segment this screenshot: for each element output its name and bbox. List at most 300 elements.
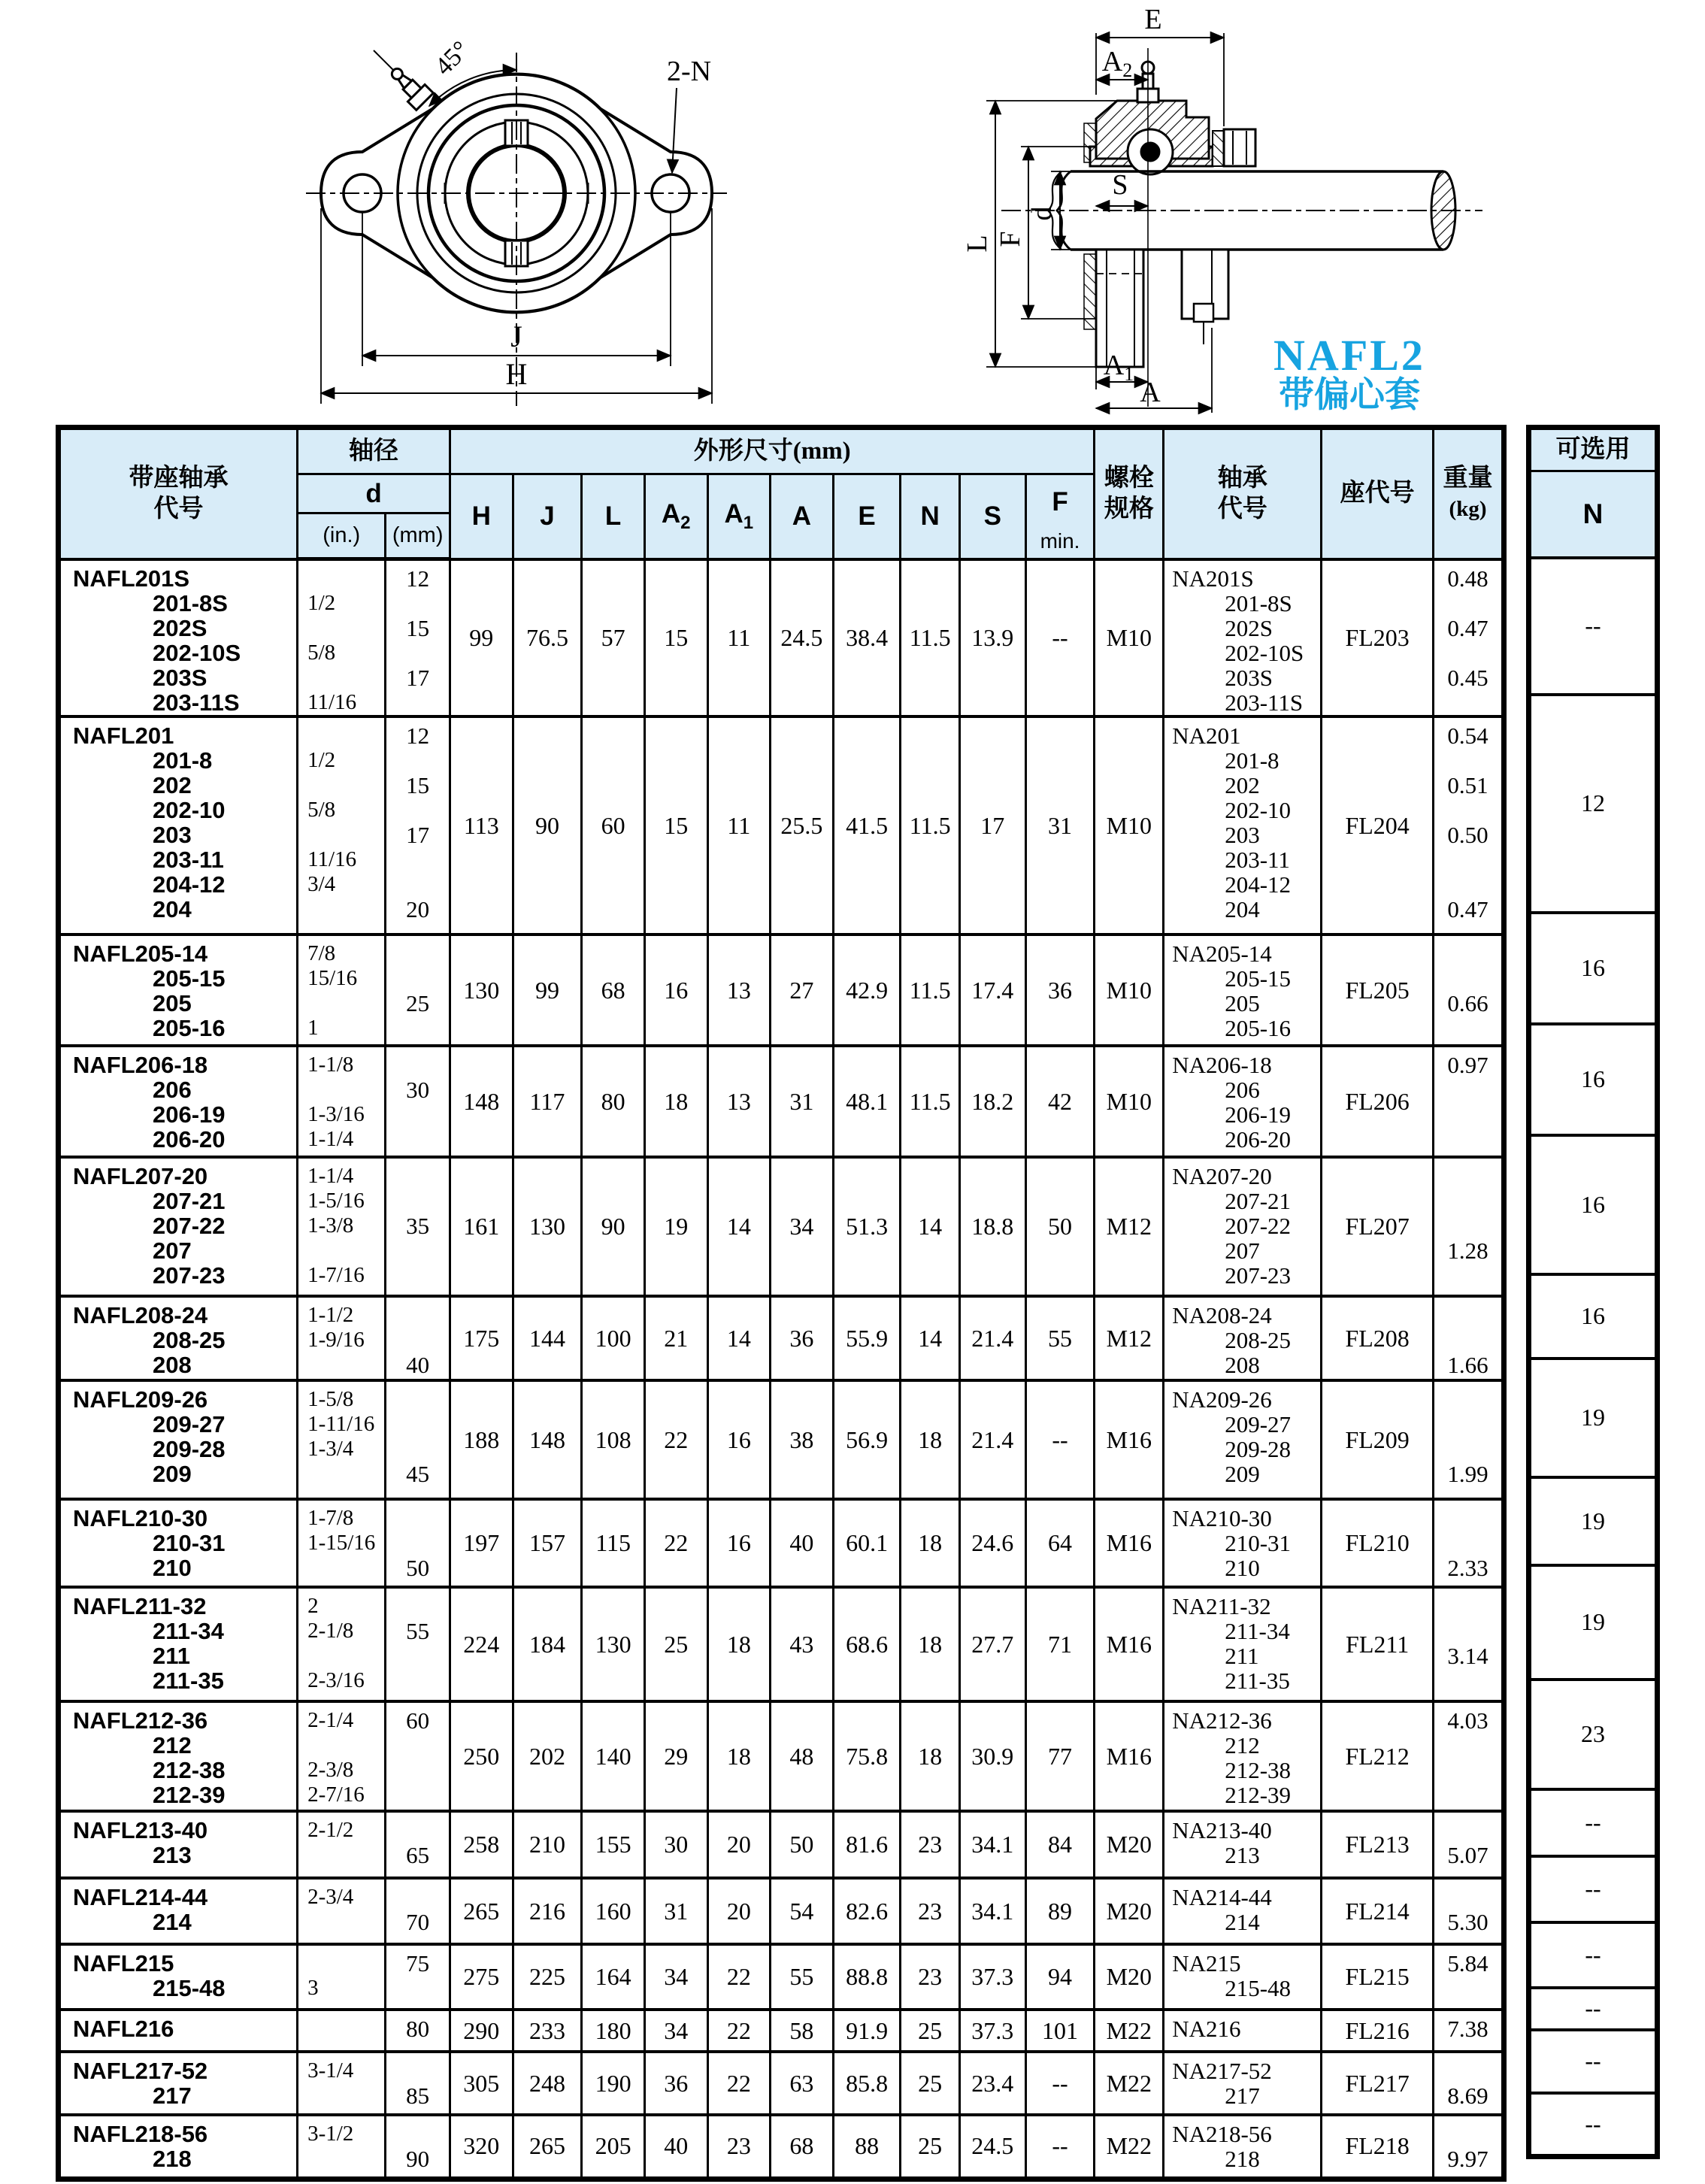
dim-a-cell: 54 bbox=[771, 1878, 834, 1944]
dim-f-cell: 36 bbox=[1025, 934, 1095, 1046]
spec-row-NAFL208-24 bbox=[59, 1296, 1504, 1380]
dim-a1-cell: 20 bbox=[707, 1811, 771, 1878]
bolt-spec-cell: M16 bbox=[1095, 1701, 1164, 1811]
dim-f-cell: 71 bbox=[1025, 1587, 1095, 1701]
spec-row-NAFL211-32 bbox=[59, 1587, 1504, 1701]
dim-l-cell: 80 bbox=[582, 1046, 645, 1157]
bolt-spec-cell: M10 bbox=[1095, 934, 1164, 1046]
unit-code-cell: NAFL206-18 206 206-19 206-20 bbox=[59, 1046, 298, 1157]
unit-code-cell: NAFL213-40 213 bbox=[59, 1811, 298, 1878]
dim-e-cell: 88.8 bbox=[833, 1944, 901, 2010]
header-col-a: A bbox=[771, 474, 834, 559]
unit-code-cell: NAFL215 215-48 bbox=[59, 1944, 298, 2010]
dim-s-cell: 34.1 bbox=[959, 1878, 1025, 1944]
dim-e-cell: 55.9 bbox=[833, 1296, 901, 1380]
optional-n-row bbox=[1529, 1565, 1658, 1680]
shaft-dia-mm-cell: 45 bbox=[386, 1380, 450, 1499]
seat-code-cell: FL208 bbox=[1322, 1296, 1434, 1380]
dim-l-cell: 160 bbox=[582, 1878, 645, 1944]
weight-cell: 0.54 0.51 0.50 0.47 bbox=[1434, 716, 1504, 934]
unit-code-cell: NAFL207-20 207-21 207-22 207 207-23 bbox=[59, 1157, 298, 1296]
weight-cell: 0.97 bbox=[1434, 1046, 1504, 1157]
optional-n-cell: 19 bbox=[1529, 1477, 1658, 1565]
dim-j-cell: 233 bbox=[513, 2010, 582, 2052]
spec-row-NAFL213-40 bbox=[59, 1811, 1504, 1878]
seat-code-cell: FL213 bbox=[1322, 1811, 1434, 1878]
dim-h-cell: 197 bbox=[450, 1499, 513, 1587]
dim-h-cell: 265 bbox=[450, 1878, 513, 1944]
dim-l-cell: 190 bbox=[582, 2052, 645, 2115]
bolt-count-label: 2-N bbox=[667, 56, 712, 87]
header-d-mm: (mm) bbox=[386, 513, 450, 559]
optional-n-cell: 16 bbox=[1529, 1274, 1658, 1359]
dim-s-cell: 37.3 bbox=[959, 2010, 1025, 2052]
shaft-dia-mm-cell: 25 bbox=[386, 934, 450, 1046]
dim-s-cell: 24.5 bbox=[959, 2115, 1025, 2179]
shaft-dia-in-cell: 7/8 15/16 1 bbox=[298, 934, 386, 1046]
weight-cell: 8.69 bbox=[1434, 2052, 1504, 2115]
dim-f-cell: 94 bbox=[1025, 1944, 1095, 2010]
bolt-spec-cell: M10 bbox=[1095, 1046, 1164, 1157]
dim-h-cell: 148 bbox=[450, 1046, 513, 1157]
shaft-dia-mm-cell: 80 bbox=[386, 2010, 450, 2052]
dim-a1-cell: 18 bbox=[707, 1701, 771, 1811]
seat-code-cell: FL215 bbox=[1322, 1944, 1434, 2010]
dim-h-cell: 175 bbox=[450, 1296, 513, 1380]
dim-a1-cell: 16 bbox=[707, 1380, 771, 1499]
dim-h-cell: 250 bbox=[450, 1701, 513, 1811]
shaft-dia-mm-cell: 70 bbox=[386, 1878, 450, 1944]
optional-n-cell: 12 bbox=[1529, 695, 1658, 913]
seat-code-cell: FL204 bbox=[1322, 716, 1434, 934]
header-d-in: (in.) bbox=[298, 513, 386, 559]
optional-n-row bbox=[1529, 1477, 1658, 1565]
weight-cell: 5.30 bbox=[1434, 1878, 1504, 1944]
dim-j-cell: 90 bbox=[513, 716, 582, 934]
bearing-code-cell: NA213-40 213 bbox=[1164, 1811, 1322, 1878]
dim-n-cell: 18 bbox=[901, 1587, 960, 1701]
dim-s-cell: 27.7 bbox=[959, 1587, 1025, 1701]
unit-code-cell: NAFL205-14 205-15 205 205-16 bbox=[59, 934, 298, 1046]
dim-e-cell: 81.6 bbox=[833, 1811, 901, 1878]
dim-n-cell: 18 bbox=[901, 1701, 960, 1811]
optional-n-cell: -- bbox=[1529, 1988, 1658, 2030]
dim-a-cell: 48 bbox=[771, 1701, 834, 1811]
bolt-spec-cell: M10 bbox=[1095, 716, 1164, 934]
dim-h-cell: 305 bbox=[450, 2052, 513, 2115]
shaft-dia-in-cell: 1/2 5/8 11/16 3/4 bbox=[298, 716, 386, 934]
dim-a1-cell: 18 bbox=[707, 1587, 771, 1701]
seat-code-cell: FL214 bbox=[1322, 1878, 1434, 1944]
bearing-code-cell: NA206-18 206 206-19 206-20 bbox=[1164, 1046, 1322, 1157]
bolt-spec-cell: M20 bbox=[1095, 1878, 1164, 1944]
dim-n-cell: 23 bbox=[901, 1878, 960, 1944]
dim-a2-cell: 19 bbox=[644, 1157, 707, 1296]
spec-row-NAFL207-20 bbox=[59, 1157, 1504, 1296]
spec-row-NAFL205-14 bbox=[59, 934, 1504, 1046]
flange-front-view-drawing bbox=[297, 11, 737, 417]
weight-cell: 0.48 0.47 0.45 bbox=[1434, 559, 1504, 717]
dim-a1-cell: 20 bbox=[707, 1878, 771, 1944]
shaft-dia-in-cell: 1-7/8 1-15/16 bbox=[298, 1499, 386, 1587]
dim-a2-cell: 15 bbox=[644, 716, 707, 934]
dim-a2-cell: 22 bbox=[644, 1499, 707, 1587]
header-col-f: F min. bbox=[1025, 474, 1095, 559]
dim-a2-cell: 25 bbox=[644, 1587, 707, 1701]
unit-code-cell: NAFL216 bbox=[59, 2010, 298, 2052]
optional-n-row bbox=[1529, 695, 1658, 913]
spec-row-NAFL216 bbox=[59, 2010, 1504, 2052]
unit-code-cell: NAFL212-36 212 212-38 212-39 bbox=[59, 1701, 298, 1811]
dim-a-cell: 50 bbox=[771, 1811, 834, 1878]
shaft-dia-in-cell: 3-1/2 bbox=[298, 2115, 386, 2179]
dim-n-cell: 25 bbox=[901, 2052, 960, 2115]
dim-j-cell: 148 bbox=[513, 1380, 582, 1499]
optional-n-row bbox=[1529, 1789, 1658, 1856]
header-dims-group: 外形尺寸(mm) bbox=[450, 428, 1094, 474]
dim-l-cell: 108 bbox=[582, 1380, 645, 1499]
weight-cell: 9.97 bbox=[1434, 2115, 1504, 2179]
dim-e-cell: 91.9 bbox=[833, 2010, 901, 2052]
bolt-spec-cell: M12 bbox=[1095, 1296, 1164, 1380]
bolt-spec-cell: M10 bbox=[1095, 559, 1164, 717]
header-unit-code: 带座轴承 代号 bbox=[59, 428, 298, 559]
dim-s-cell: 21.4 bbox=[959, 1296, 1025, 1380]
dim-a1-cell: 14 bbox=[707, 1157, 771, 1296]
unit-code-cell: NAFL201 201-8 202 202-10 203 203-11 204-12 204 bbox=[59, 716, 298, 934]
header-col-a2: $A_2$ bbox=[644, 474, 707, 559]
dim-a2-cell: 40 bbox=[644, 2115, 707, 2179]
dim-a1-label: $A_1$ bbox=[1103, 350, 1134, 385]
dim-a1-cell: 13 bbox=[707, 1046, 771, 1157]
dim-f-cell: 89 bbox=[1025, 1878, 1095, 1944]
dim-s-cell: 24.6 bbox=[959, 1499, 1025, 1587]
shaft-dia-in-cell bbox=[298, 2010, 386, 2052]
optional-n-row bbox=[1529, 1274, 1658, 1359]
header-col-a1: $A_1$ bbox=[707, 474, 771, 559]
header-bearing-code: 轴承 代号 bbox=[1164, 428, 1322, 559]
seat-code-cell: FL218 bbox=[1322, 2115, 1434, 2179]
dim-s-cell: 34.1 bbox=[959, 1811, 1025, 1878]
dim-h-cell: 130 bbox=[450, 934, 513, 1046]
collar-screw bbox=[1224, 129, 1255, 166]
optional-n-cell: 23 bbox=[1529, 1680, 1658, 1789]
dim-h-cell: 258 bbox=[450, 1811, 513, 1878]
dim-a1-cell: 22 bbox=[707, 2052, 771, 2115]
dim-j-cell: 157 bbox=[513, 1499, 582, 1587]
optional-n-cell: 16 bbox=[1529, 913, 1658, 1024]
dim-l-cell: 130 bbox=[582, 1587, 645, 1701]
bearing-code-cell: NA215 215-48 bbox=[1164, 1944, 1322, 2010]
bearing-code-cell: NA217-52 217 bbox=[1164, 2052, 1322, 2115]
optional-n-row bbox=[1529, 913, 1658, 1024]
header-n: N bbox=[1529, 471, 1658, 558]
dim-f-cell: -- bbox=[1025, 2115, 1095, 2179]
bolt-spec-cell: M16 bbox=[1095, 1380, 1164, 1499]
dim-j-cell: 248 bbox=[513, 2052, 582, 2115]
dim-f-cell: 31 bbox=[1025, 716, 1095, 934]
dim-s-cell: 23.4 bbox=[959, 2052, 1025, 2115]
dim-a-cell: 25.5 bbox=[771, 716, 834, 934]
bearing-code-cell: NA216 bbox=[1164, 2010, 1322, 2052]
dim-a1-cell: 11 bbox=[707, 559, 771, 717]
dim-e-cell: 88 bbox=[833, 2115, 901, 2179]
dim-n-cell: 23 bbox=[901, 1811, 960, 1878]
dim-l-cell: 164 bbox=[582, 1944, 645, 2010]
bearing-ball bbox=[1140, 142, 1160, 162]
weight-cell: 1.99 bbox=[1434, 1380, 1504, 1499]
header-col-s: S bbox=[959, 474, 1025, 559]
shaft-dia-in-cell: 1/2 5/8 11/16 bbox=[298, 559, 386, 717]
dim-l-label: L bbox=[962, 235, 993, 253]
dim-a2-cell: 30 bbox=[644, 1811, 707, 1878]
shaft-dia-in-cell: 1-1/8 1-3/16 1-1/4 bbox=[298, 1046, 386, 1157]
header-col-e: E bbox=[833, 474, 901, 559]
dim-a-cell: 63 bbox=[771, 2052, 834, 2115]
optional-n-cell: -- bbox=[1529, 1922, 1658, 1988]
seat-code-cell: FL203 bbox=[1322, 559, 1434, 717]
optional-n-row bbox=[1529, 1024, 1658, 1135]
optional-n-cell: -- bbox=[1529, 1856, 1658, 1922]
dim-f-cell: 50 bbox=[1025, 1157, 1095, 1296]
dim-a1-cell: 23 bbox=[707, 2115, 771, 2179]
dim-s-cell: 18.2 bbox=[959, 1046, 1025, 1157]
dim-a2-cell: 16 bbox=[644, 934, 707, 1046]
shaft-dia-in-cell: 2-1/4 2-3/8 2-7/16 bbox=[298, 1701, 386, 1811]
dim-n-cell: 18 bbox=[901, 1499, 960, 1587]
dim-n-cell: 11.5 bbox=[901, 934, 960, 1046]
dim-a-cell: 68 bbox=[771, 2115, 834, 2179]
bearing-code-cell: NA201 201-8 202 202-10 203 203-11 204-12 204 bbox=[1164, 716, 1322, 934]
dim-j-cell: 117 bbox=[513, 1046, 582, 1157]
dim-l-cell: 60 bbox=[582, 716, 645, 934]
shaft-dia-in-cell: 3 bbox=[298, 1944, 386, 2010]
dim-h-cell: 320 bbox=[450, 2115, 513, 2179]
dim-e-cell: 42.9 bbox=[833, 934, 901, 1046]
optional-n-row bbox=[1529, 1359, 1658, 1477]
header-col-n: N bbox=[901, 474, 960, 559]
dim-n-cell: 18 bbox=[901, 1380, 960, 1499]
dim-h-cell: 113 bbox=[450, 716, 513, 934]
dim-j-cell: 99 bbox=[513, 934, 582, 1046]
seat-code-cell: FL206 bbox=[1322, 1046, 1434, 1157]
dim-f-cell: 101 bbox=[1025, 2010, 1095, 2052]
dim-a2-cell: 36 bbox=[644, 2052, 707, 2115]
shaft-dia-mm-cell: 12 15 17 bbox=[386, 559, 450, 717]
dim-h-cell: 275 bbox=[450, 1944, 513, 2010]
spec-row-NAFL214-44 bbox=[59, 1878, 1504, 1944]
header-col-l: L bbox=[582, 474, 645, 559]
dim-f-cell: 42 bbox=[1025, 1046, 1095, 1157]
shaft-dia-in-cell: 1-1/4 1-5/16 1-3/8 1-7/16 bbox=[298, 1157, 386, 1296]
optional-n-table bbox=[1526, 425, 1660, 2159]
shaft-dia-mm-cell: 90 bbox=[386, 2115, 450, 2179]
optional-n-cell: 16 bbox=[1529, 1135, 1658, 1274]
dim-j-cell: 130 bbox=[513, 1157, 582, 1296]
optional-n-row bbox=[1529, 2030, 1658, 2093]
dim-a-cell: 38 bbox=[771, 1380, 834, 1499]
shaft-dia-in-cell: 1-1/2 1-9/16 bbox=[298, 1296, 386, 1380]
dim-a1-cell: 11 bbox=[707, 716, 771, 934]
seat-code-cell: FL212 bbox=[1322, 1701, 1434, 1811]
spec-row-NAFL218-56 bbox=[59, 2115, 1504, 2179]
optional-n-row bbox=[1529, 1922, 1658, 1988]
dim-l-cell: 115 bbox=[582, 1499, 645, 1587]
seat-code-cell: FL210 bbox=[1322, 1499, 1434, 1587]
shaft-dia-mm-cell: 40 bbox=[386, 1296, 450, 1380]
dim-a2-cell: 34 bbox=[644, 2010, 707, 2052]
dim-a1-cell: 16 bbox=[707, 1499, 771, 1587]
header-seat-code: 座代号 bbox=[1322, 428, 1434, 559]
bolt-spec-cell: M22 bbox=[1095, 2115, 1164, 2179]
dim-h-cell: 161 bbox=[450, 1157, 513, 1296]
seat-code-cell: FL216 bbox=[1322, 2010, 1434, 2052]
dim-f-cell: 84 bbox=[1025, 1811, 1095, 1878]
bearing-code-cell: NA211-32 211-34 211 211-35 bbox=[1164, 1587, 1322, 1701]
bolt-spec-cell: M22 bbox=[1095, 2052, 1164, 2115]
weight-cell: 1.28 bbox=[1434, 1157, 1504, 1296]
dim-a-cell: 58 bbox=[771, 2010, 834, 2052]
dim-h-cell: 188 bbox=[450, 1380, 513, 1499]
dim-a2-cell: 34 bbox=[644, 1944, 707, 2010]
dim-s-cell: 17.4 bbox=[959, 934, 1025, 1046]
spec-row-NAFL209-26 bbox=[59, 1380, 1504, 1499]
optional-n-cell: -- bbox=[1529, 558, 1658, 695]
dim-e-cell: 75.8 bbox=[833, 1701, 901, 1811]
dim-a-cell: 36 bbox=[771, 1296, 834, 1380]
spec-row-NAFL210-30 bbox=[59, 1499, 1504, 1587]
dim-d-label: d bbox=[1026, 206, 1058, 221]
dim-s-cell: 30.9 bbox=[959, 1701, 1025, 1811]
optional-n-row bbox=[1529, 2093, 1658, 2157]
drawing-area bbox=[0, 0, 1705, 425]
dim-n-cell: 14 bbox=[901, 1157, 960, 1296]
optional-n-cell: 16 bbox=[1529, 1024, 1658, 1135]
header-weight: 重量 (kg) bbox=[1434, 428, 1504, 559]
dim-a-cell: 24.5 bbox=[771, 559, 834, 717]
spec-row-NAFL201 bbox=[59, 716, 1504, 934]
header-col-h: H bbox=[450, 474, 513, 559]
shaft-dia-in-cell: 2 2-1/8 2-3/16 bbox=[298, 1587, 386, 1701]
dim-a-cell: 40 bbox=[771, 1499, 834, 1587]
dim-l-cell: 180 bbox=[582, 2010, 645, 2052]
dim-f-cell: -- bbox=[1025, 559, 1095, 717]
dim-a2-cell: 21 bbox=[644, 1296, 707, 1380]
bearing-code-cell: NA201S 201-8S 202S 202-10S 203S 203-11S bbox=[1164, 559, 1322, 717]
header-shaft-dia: 轴径 bbox=[298, 428, 450, 474]
optional-n-row bbox=[1529, 1988, 1658, 2030]
dim-e-label: E bbox=[1144, 5, 1162, 35]
dim-l-cell: 68 bbox=[582, 934, 645, 1046]
dim-e-cell: 56.9 bbox=[833, 1380, 901, 1499]
dim-a-cell: 31 bbox=[771, 1046, 834, 1157]
shaft-dia-mm-cell: 30 bbox=[386, 1046, 450, 1157]
unit-code-cell: NAFL218-56 218 bbox=[59, 2115, 298, 2179]
dim-a-cell: 43 bbox=[771, 1587, 834, 1701]
dim-h-cell: 99 bbox=[450, 559, 513, 717]
dim-a-cell: 27 bbox=[771, 934, 834, 1046]
dim-e-cell: 68.6 bbox=[833, 1587, 901, 1701]
header-bolt-spec: 螺栓 规格 bbox=[1095, 428, 1164, 559]
seat-code-cell: FL217 bbox=[1322, 2052, 1434, 2115]
dim-e-cell: 41.5 bbox=[833, 716, 901, 934]
dim-f-cell: 77 bbox=[1025, 1701, 1095, 1811]
dim-f-cell: -- bbox=[1025, 1380, 1095, 1499]
dim-f-cell: 55 bbox=[1025, 1296, 1095, 1380]
dim-e-cell: 51.3 bbox=[833, 1157, 901, 1296]
bolt-spec-cell: M16 bbox=[1095, 1499, 1164, 1587]
spec-row-NAFL217-52 bbox=[59, 2052, 1504, 2115]
bolt-spec-cell: M20 bbox=[1095, 1811, 1164, 1878]
optional-n-row bbox=[1529, 1680, 1658, 1789]
weight-cell: 3.14 bbox=[1434, 1587, 1504, 1701]
dim-a-cell: 55 bbox=[771, 1944, 834, 2010]
dim-j-cell: 76.5 bbox=[513, 559, 582, 717]
dim-a2-cell: 15 bbox=[644, 559, 707, 717]
dim-s-cell: 21.4 bbox=[959, 1380, 1025, 1499]
seat-code-cell: FL209 bbox=[1322, 1380, 1434, 1499]
bearing-code-cell: NA207-20 207-21 207-22 207 207-23 bbox=[1164, 1157, 1322, 1296]
spec-table bbox=[56, 425, 1507, 2182]
dim-a1-cell: 22 bbox=[707, 2010, 771, 2052]
weight-cell: 0.66 bbox=[1434, 934, 1504, 1046]
dim-j-cell: 265 bbox=[513, 2115, 582, 2179]
dim-j-cell: 210 bbox=[513, 1811, 582, 1878]
spec-row-NAFL201S bbox=[59, 559, 1504, 717]
unit-code-cell: NAFL217-52 217 bbox=[59, 2052, 298, 2115]
bolt-spec-cell: M12 bbox=[1095, 1157, 1164, 1296]
shaft-dia-mm-cell: 75 bbox=[386, 1944, 450, 2010]
unit-code-cell: NAFL208-24 208-25 208 bbox=[59, 1296, 298, 1380]
shaft-dia-mm-cell: 60 bbox=[386, 1701, 450, 1811]
bearing-code-cell: NA218-56 218 bbox=[1164, 2115, 1322, 2179]
dim-a2-cell: 29 bbox=[644, 1701, 707, 1811]
weight-cell: 4.03 bbox=[1434, 1701, 1504, 1811]
optional-n-cell: 19 bbox=[1529, 1565, 1658, 1680]
dim-a1-cell: 22 bbox=[707, 1944, 771, 2010]
dim-j-cell: 216 bbox=[513, 1878, 582, 1944]
bolt-spec-cell: M16 bbox=[1095, 1587, 1164, 1701]
dim-s-cell: 13.9 bbox=[959, 559, 1025, 717]
dim-e-cell: 85.8 bbox=[833, 2052, 901, 2115]
dim-n-cell: 14 bbox=[901, 1296, 960, 1380]
dim-e-cell: 60.1 bbox=[833, 1499, 901, 1587]
shaft-dia-in-cell: 1-5/8 1-11/16 1-3/4 bbox=[298, 1380, 386, 1499]
seat-code-cell: FL207 bbox=[1322, 1157, 1434, 1296]
optional-n-row bbox=[1529, 1856, 1658, 1922]
dim-s-label: S bbox=[1112, 169, 1128, 201]
dim-l-cell: 90 bbox=[582, 1157, 645, 1296]
dim-s-cell: 18.8 bbox=[959, 1157, 1025, 1296]
optional-n-row bbox=[1529, 1135, 1658, 1274]
dim-j-cell: 184 bbox=[513, 1587, 582, 1701]
dim-n-cell: 25 bbox=[901, 2010, 960, 2052]
dim-l-cell: 57 bbox=[582, 559, 645, 717]
shaft-dia-mm-cell: 12 15 17 20 bbox=[386, 716, 450, 934]
dim-h-cell: 224 bbox=[450, 1587, 513, 1701]
dim-f-cell: 64 bbox=[1025, 1499, 1095, 1587]
dim-n-cell: 11.5 bbox=[901, 716, 960, 934]
spec-row-NAFL206-18 bbox=[59, 1046, 1504, 1157]
dim-a2-cell: 18 bbox=[644, 1046, 707, 1157]
dim-s-cell: 37.3 bbox=[959, 1944, 1025, 2010]
dim-e-cell: 48.1 bbox=[833, 1046, 901, 1157]
dim-n-cell: 23 bbox=[901, 1944, 960, 2010]
shaft-dia-mm-cell: 50 bbox=[386, 1499, 450, 1587]
seat-code-cell: FL211 bbox=[1322, 1587, 1434, 1701]
bearing-code-cell: NA208-24 208-25 208 bbox=[1164, 1296, 1322, 1380]
dim-l-cell: 100 bbox=[582, 1296, 645, 1380]
